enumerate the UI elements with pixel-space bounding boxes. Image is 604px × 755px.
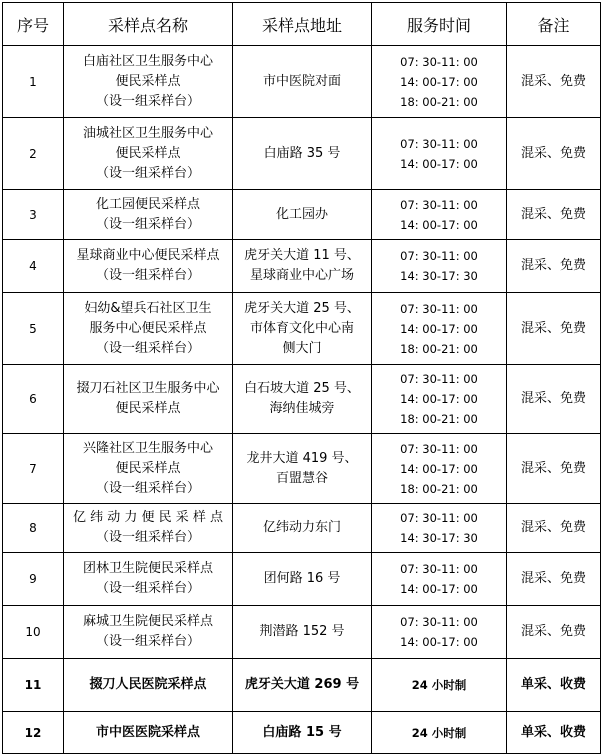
row-remarks: 混采、免费	[507, 118, 601, 190]
row-seq: 11	[3, 659, 64, 712]
row-seq: 10	[3, 606, 64, 659]
row-site-name-line: 掇刀石社区卫生服务中心	[76, 381, 220, 396]
row-service-time-line: 07: 30-11: 00	[400, 54, 478, 69]
row-remarks: 混采、免费	[507, 46, 601, 118]
row-site-address	[233, 659, 372, 712]
row-seq: 3	[3, 190, 64, 240]
row-site-name	[64, 240, 233, 293]
row-remarks: 混采、免费	[507, 434, 601, 504]
row-service-time-line: 18: 00-21: 00	[400, 341, 478, 356]
row-remarks: 单采、收费	[507, 659, 601, 712]
row-seq: 6	[3, 365, 64, 434]
row-site-address-line: 白庙路 15 号	[262, 724, 342, 740]
row-site-name	[64, 190, 233, 240]
row-service-time-line: 14: 00-17: 00	[400, 635, 478, 649]
row-service-time-line: 14: 30-17: 30	[400, 269, 478, 283]
row-remarks: 混采、免费	[507, 553, 601, 606]
row-service-time-line: 24 小时制	[411, 678, 467, 692]
row-remarks: 混采、免费	[507, 190, 601, 240]
row-seq: 8	[3, 504, 64, 553]
row-site-address	[233, 606, 372, 659]
row-service-time-line: 07: 30-11: 00	[400, 562, 478, 576]
table-row	[3, 293, 601, 365]
row-service-time-line: 18: 00-21: 00	[400, 412, 478, 426]
row-remarks: 单采、收费	[507, 712, 601, 754]
row-service-time	[372, 46, 507, 118]
row-site-name-line: 油城社区卫生服务中心	[82, 125, 213, 141]
row-site-address-line: 市中医院对面	[262, 73, 341, 89]
row-service-time	[372, 365, 507, 434]
table-row	[3, 659, 601, 712]
row-site-address-line: 龙井大道 419 号、	[246, 450, 358, 466]
table-row	[3, 434, 601, 504]
row-site-name-line: （设一组采样台）	[95, 340, 200, 356]
row-seq: 9	[3, 553, 64, 606]
row-service-time-line: 07: 30-11: 00	[400, 249, 478, 263]
row-site-address-line: 化工园办	[275, 206, 328, 222]
table-row	[3, 365, 601, 434]
row-site-address-line: 侧大门	[282, 340, 322, 356]
row-site-name	[64, 293, 233, 365]
row-site-address	[233, 504, 372, 553]
row-site-address-line: 亿纬动力东门	[262, 520, 341, 535]
row-service-time-line: 14: 00-17: 00	[400, 461, 478, 476]
row-site-address-line: 虎牙关大道 11 号、	[244, 248, 360, 263]
row-service-time-line: 14: 30-17: 30	[400, 531, 478, 545]
table-row	[3, 606, 601, 659]
row-site-address-line: 白庙路 35 号	[263, 145, 341, 161]
row-site-name	[64, 118, 233, 190]
row-site-name	[64, 553, 233, 606]
table-row	[3, 46, 601, 118]
row-site-name-line: （设一组采样台）	[95, 480, 200, 496]
header-site-name: 采样点名称	[64, 3, 233, 46]
table-row	[3, 553, 601, 606]
row-seq: 7	[3, 434, 64, 504]
row-service-time-line: 14: 00-17: 00	[400, 156, 478, 171]
row-site-address-line: 团何路 16 号	[263, 571, 341, 586]
sampling-sites-table	[2, 2, 601, 754]
row-site-name	[64, 504, 233, 553]
row-seq: 5	[3, 293, 64, 365]
row-site-name-line: 市中医医院采样点	[95, 724, 200, 740]
row-site-address	[233, 434, 372, 504]
row-service-time-line: 07: 30-11: 00	[400, 197, 478, 212]
row-site-name	[64, 46, 233, 118]
row-site-address	[233, 46, 372, 118]
row-site-name	[64, 659, 233, 712]
row-seq: 4	[3, 240, 64, 293]
row-site-address	[233, 712, 372, 754]
row-site-name-line: 掇刀人民医院采样点	[89, 677, 207, 692]
row-site-address-line: 荆潜路 152 号	[259, 624, 345, 639]
row-service-time-line: 18: 00-21: 00	[400, 481, 478, 496]
row-service-time	[372, 434, 507, 504]
header-seq: 序号	[3, 3, 64, 46]
row-remarks: 混采、免费	[507, 293, 601, 365]
header-site-address: 采样点地址	[233, 3, 372, 46]
row-site-name-line: 团林卫生院便民采样点	[82, 561, 213, 576]
row-site-name-line: 便民采样点	[115, 401, 181, 416]
row-service-time-line: 07: 30-11: 00	[400, 136, 478, 151]
row-service-time	[372, 240, 507, 293]
row-service-time-line: 14: 00-17: 00	[400, 392, 478, 406]
row-seq: 12	[3, 712, 64, 754]
header-remarks: 备注	[507, 3, 601, 46]
row-site-name	[64, 365, 233, 434]
row-site-name-line: 星球商业中心便民采样点	[76, 248, 220, 263]
row-site-address-line: 白石坡大道 25 号、	[244, 381, 360, 396]
row-site-name-line: 亿 纬 动 力 便 民 采 样 点	[72, 510, 224, 525]
row-site-name-line: 便民采样点	[115, 145, 181, 161]
header-service-time: 服务时间	[372, 3, 507, 46]
row-service-time-line: 07: 30-11: 00	[400, 372, 478, 386]
row-site-name-line: 麻城卫生院便民采样点	[82, 614, 213, 629]
row-site-address-line: 海纳佳城旁	[269, 401, 335, 416]
row-seq: 2	[3, 118, 64, 190]
row-site-name-line: 便民采样点	[115, 460, 181, 476]
row-service-time	[372, 293, 507, 365]
row-site-name-line: （设一组采样台）	[95, 216, 200, 232]
row-service-time-line: 14: 00-17: 00	[400, 217, 478, 232]
row-service-time-line: 14: 00-17: 00	[400, 321, 478, 336]
row-service-time-line: 07: 30-11: 00	[400, 441, 478, 456]
row-service-time-line: 14: 00-17: 00	[400, 74, 478, 89]
row-site-name-line: （设一组采样台）	[95, 530, 200, 545]
row-site-address	[233, 365, 372, 434]
row-service-time-line: 07: 30-11: 00	[400, 615, 478, 629]
row-site-address	[233, 553, 372, 606]
row-site-address	[233, 240, 372, 293]
table-row	[3, 240, 601, 293]
row-remarks: 混采、免费	[507, 365, 601, 434]
row-site-address-line: 虎牙关大道 269 号	[244, 677, 360, 692]
row-site-name-line: 化工园便民采样点	[95, 196, 200, 212]
row-site-name-line: （设一组采样台）	[95, 268, 200, 283]
row-site-name	[64, 606, 233, 659]
row-site-name	[64, 434, 233, 504]
row-site-name-line: （设一组采样台）	[95, 581, 200, 596]
row-service-time-line: 07: 30-11: 00	[400, 301, 478, 316]
row-site-name-line: 服务中心便民采样点	[89, 320, 207, 336]
row-service-time-line: 18: 00-21: 00	[400, 94, 478, 109]
row-service-time	[372, 504, 507, 553]
row-seq: 1	[3, 46, 64, 118]
row-site-name-line: （设一组采样台）	[95, 93, 200, 109]
row-site-name-line: 白庙社区卫生服务中心	[82, 53, 213, 69]
row-site-address-line: 百盟慧谷	[275, 470, 328, 486]
table-row	[3, 712, 601, 754]
row-site-address-line: 市体育文化中心南	[249, 320, 354, 336]
row-site-name-line: （设一组采样台）	[95, 634, 200, 649]
row-service-time-line: 07: 30-11: 00	[400, 511, 478, 525]
row-site-address-line: 星球商业中心广场	[249, 268, 354, 283]
table-header-row	[3, 3, 601, 46]
row-site-name-line: 便民采样点	[115, 73, 181, 89]
row-service-time-line: 14: 00-17: 00	[400, 582, 478, 596]
row-site-address	[233, 293, 372, 365]
row-service-time	[372, 118, 507, 190]
row-site-name-line: 妇幼&望兵石社区卫生	[84, 300, 212, 316]
row-site-name-line: 兴隆社区卫生服务中心	[82, 440, 213, 456]
row-site-name	[64, 712, 233, 754]
table-body	[3, 46, 601, 754]
row-service-time	[372, 712, 507, 754]
row-remarks: 混采、免费	[507, 504, 601, 553]
row-site-name-line: （设一组采样台）	[95, 165, 200, 181]
row-site-address-line: 虎牙关大道 25 号、	[244, 300, 360, 316]
table-row	[3, 118, 601, 190]
row-service-time	[372, 190, 507, 240]
row-service-time-line: 24 小时制	[411, 725, 467, 740]
row-remarks: 混采、免费	[507, 606, 601, 659]
table-row	[3, 504, 601, 553]
row-service-time	[372, 553, 507, 606]
row-remarks: 混采、免费	[507, 240, 601, 293]
row-site-address	[233, 190, 372, 240]
row-service-time	[372, 606, 507, 659]
row-site-address	[233, 118, 372, 190]
row-service-time	[372, 659, 507, 712]
table-row	[3, 190, 601, 240]
